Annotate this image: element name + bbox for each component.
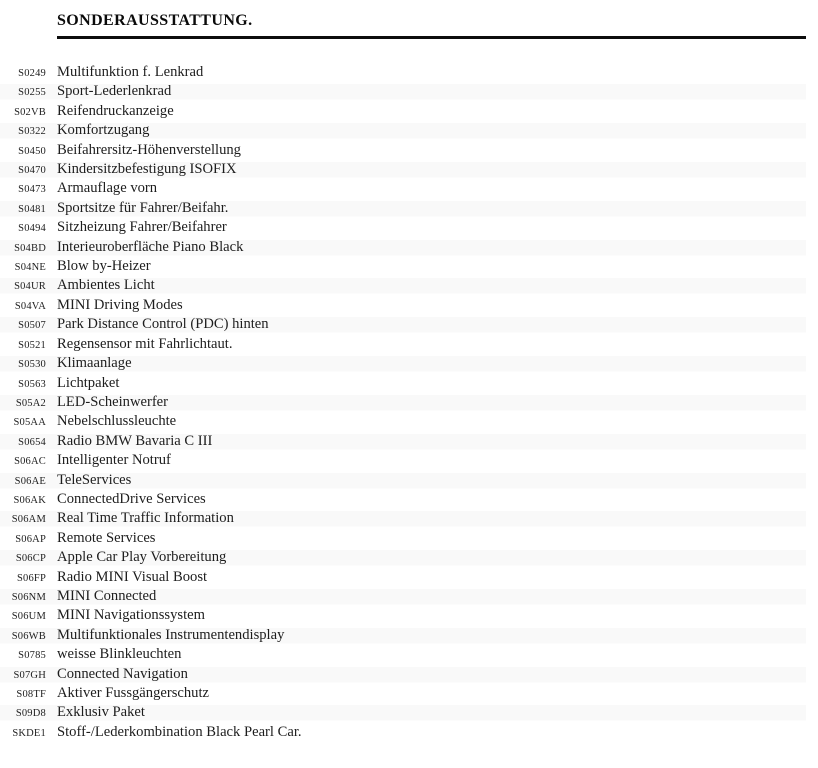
equipment-row: [0, 218, 806, 237]
equipment-row: [0, 703, 806, 722]
option-label: Klimaanlage: [57, 355, 132, 372]
equipment-row: [0, 723, 806, 742]
option-code: S06AP: [15, 533, 46, 545]
equipment-row: [0, 276, 806, 295]
option-code: S04NE: [14, 262, 46, 274]
option-label: Park Distance Control (PDC) hinten: [57, 316, 269, 333]
page-title: SONDERAUSSTATTUNG.: [57, 12, 253, 29]
equipment-row: [0, 141, 806, 160]
option-label: Radio BMW Bavaria C III: [57, 432, 213, 449]
option-label: Beifahrersitz-Höhenverstellung: [57, 141, 241, 158]
option-code: S0450: [18, 145, 46, 157]
equipment-row: [0, 102, 806, 121]
equipment-row: [0, 296, 806, 315]
equipment-row: [0, 412, 806, 431]
option-code: S02VB: [14, 106, 46, 118]
equipment-row: [0, 315, 806, 334]
option-label: ConnectedDrive Services: [57, 490, 206, 507]
option-code: S06AM: [11, 514, 46, 526]
option-code: S0494: [18, 223, 46, 235]
option-code: S0563: [18, 378, 46, 390]
equipment-row: [0, 548, 806, 567]
option-label: Armauflage vorn: [57, 180, 158, 197]
option-code: S0255: [18, 87, 46, 99]
option-code: S06AC: [14, 456, 46, 468]
option-code: S09D8: [15, 708, 46, 720]
option-code: S06AE: [14, 475, 46, 487]
option-label: Connected Navigation: [57, 665, 188, 682]
equipment-row: [0, 606, 806, 625]
option-label: LED-Scheinwerfer: [57, 393, 169, 410]
equipment-row: [0, 490, 806, 509]
option-label: Sportsitze für Fahrer/Beifahr.: [57, 199, 229, 216]
option-label: Lichtpaket: [57, 374, 120, 391]
equipment-row: [0, 471, 806, 490]
option-label: Sitzheizung Fahrer/Beifahrer: [57, 219, 227, 236]
option-label: Exklusiv Paket: [57, 704, 145, 721]
equipment-row: [0, 199, 806, 218]
option-label: Intelligenter Notruf: [57, 452, 171, 469]
equipment-row: [0, 587, 806, 606]
option-code: S0470: [18, 165, 46, 177]
option-label: TeleServices: [57, 471, 132, 488]
option-code: S0507: [18, 320, 46, 332]
option-code: S06FP: [16, 572, 46, 584]
equipment-row: [0, 82, 806, 101]
equipment-row: [0, 354, 806, 373]
option-label: MINI Navigationssystem: [57, 607, 205, 624]
option-label: Radio MINI Visual Boost: [57, 568, 208, 585]
option-code: S06UM: [11, 611, 46, 623]
option-code: SKDE1: [12, 727, 46, 739]
option-label: Aktiver Fussgängerschutz: [57, 685, 209, 701]
equipment-row: [0, 238, 806, 257]
option-label: Komfortzugang: [57, 122, 150, 139]
option-code: S08TF: [16, 689, 46, 700]
option-label: weisse Blinkleuchten: [57, 646, 182, 663]
equipment-row: [0, 626, 806, 645]
option-label: Blow by-Heizer: [57, 258, 151, 275]
equipment-row: [0, 451, 806, 470]
option-label: Remote Services: [57, 529, 156, 546]
equipment-row: [0, 568, 806, 587]
option-label: Sport-Lederlenkrad: [57, 83, 172, 100]
equipment-row: [0, 121, 806, 140]
equipment-row: [0, 63, 806, 82]
equipment-row: [0, 374, 806, 393]
option-code: S0249: [18, 68, 46, 79]
option-code: S04UR: [14, 281, 46, 293]
option-code: S06NM: [11, 591, 46, 603]
option-label: MINI Driving Modes: [57, 296, 183, 313]
option-code: S0654: [18, 436, 46, 448]
equipment-list: [0, 63, 806, 742]
equipment-row: [0, 335, 806, 354]
option-label: Stoff-/Lederkombination Black Pearl Car.: [57, 723, 302, 740]
option-code: S0473: [18, 184, 46, 196]
option-code: S0785: [18, 650, 46, 662]
option-code: S05AA: [13, 417, 46, 429]
option-code: S07GH: [13, 669, 46, 681]
option-label: Apple Car Play Vorbereitung: [57, 549, 227, 566]
option-label: Multifunktion f. Lenkrad: [57, 64, 204, 80]
option-code: S06WB: [11, 630, 46, 642]
option-code: S04VA: [14, 300, 46, 312]
equipment-row: [0, 393, 806, 412]
equipment-row: [0, 179, 806, 198]
option-code: S0481: [18, 203, 46, 215]
option-label: Reifendruckanzeige: [57, 102, 174, 119]
option-label: Kindersitzbefestigung ISOFIX: [57, 161, 237, 178]
equipment-row: [0, 160, 806, 179]
option-label: Nebelschlussleuchte: [57, 413, 177, 430]
option-label: Regensensor mit Fahrlichtaut.: [57, 335, 233, 352]
option-label: Real Time Traffic Information: [57, 510, 234, 527]
option-code: S06AK: [13, 494, 46, 506]
option-label: Multifunktionales Instrumentendisplay: [57, 626, 285, 643]
option-code: S06CP: [15, 553, 46, 565]
header-rule: [57, 36, 806, 39]
option-label: Ambientes Licht: [57, 277, 155, 294]
equipment-row: [0, 432, 806, 451]
equipment-row: [0, 257, 806, 276]
option-code: S0521: [18, 339, 46, 351]
equipment-row: [0, 529, 806, 548]
option-code: S0322: [18, 126, 46, 138]
option-label: MINI Connected: [57, 587, 157, 604]
option-code: S05A2: [15, 397, 46, 409]
equipment-row: [0, 684, 806, 703]
option-code: S0530: [18, 359, 46, 371]
option-code: S04BD: [14, 242, 46, 254]
equipment-row: [0, 645, 806, 664]
option-label: Interieuroberfläche Piano Black: [57, 238, 244, 255]
equipment-row: [0, 665, 806, 684]
equipment-row: [0, 509, 806, 528]
